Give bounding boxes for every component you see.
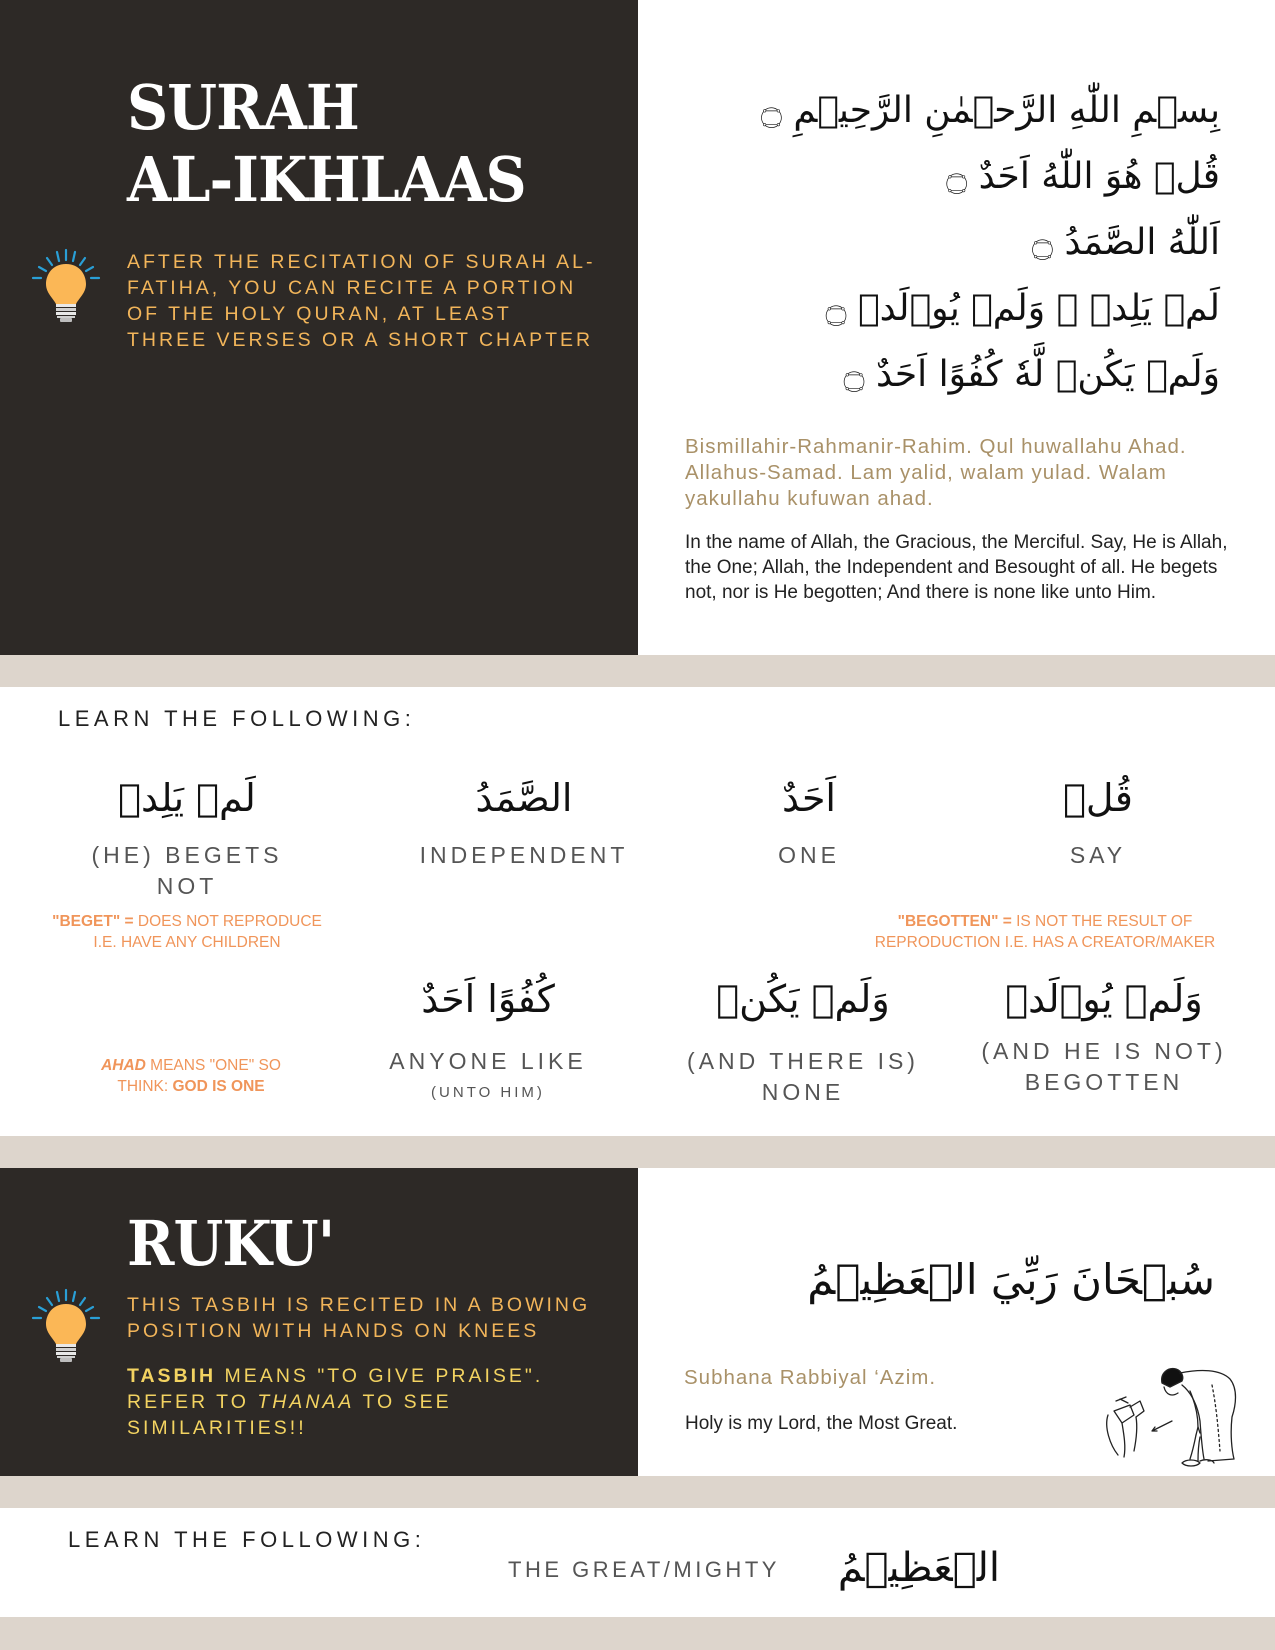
- divider-band: [0, 1617, 1275, 1650]
- vocab-label-line2: BEGOTTEN: [1024, 1069, 1184, 1095]
- ruku-intro-panel: [0, 1168, 638, 1476]
- vocab-label-line2: NONE: [761, 1079, 845, 1105]
- ruku-transliteration: Subhana Rabbiyal ‘Azim.: [684, 1366, 937, 1389]
- surah-translation: In the name of Allah, the Gracious, the Merciful. Say, He is Allah, the One; Allah, the Independent and Besought of all. He begets not, nor is He begotten; And there is none like unto Him.: [685, 532, 1228, 603]
- divider-band: [0, 1136, 1275, 1168]
- note-begotten-text-line2: REPRODUCTION I.E. HAS A CREATOR/MAKER: [874, 934, 1216, 951]
- note-ahad-text2: THINK:: [117, 1078, 173, 1095]
- vocab-label-line1: (AND THERE IS): [687, 1048, 919, 1074]
- surah-arabic-text: [660, 78, 1250, 408]
- ruku-tasbih-note: [127, 1363, 597, 1441]
- arabic-verse-1: بِسۡمِ اللّٰهِ الرَّحۡمٰنِ الرَّحِيۡمِ ۝: [760, 90, 1220, 131]
- note-beget-text-line2: I.E. HAVE ANY CHILDREN: [93, 934, 281, 951]
- note-beget: [17, 911, 357, 953]
- vocab-label-line2: NOT: [156, 873, 218, 899]
- ruku-arabic-text: سُبۡحَانَ رَبِّيَ الۡعَظِيۡمُ: [807, 1255, 1215, 1304]
- vocab-label: ONE: [778, 842, 840, 868]
- arabic-verse-2: قُلۡ هُوَ اللّٰهُ اَحَدٌ ۝: [946, 156, 1220, 197]
- note-begotten-text: IS NOT THE RESULT OF: [1011, 913, 1193, 930]
- note-ahad-text: MEANS "ONE" SO: [145, 1057, 281, 1074]
- vocab-arabic: اَحَدٌ: [782, 776, 836, 820]
- vocab-label: [67, 840, 307, 902]
- learn-heading: LEARN THE FOLLOWING:: [58, 706, 416, 731]
- surah-transliteration: Bismillahir-Rahmanir-Rahim. Qul huwallahu Ahad. Allahus-Samad. Lam yalid, walam yulad. Walam yakullahu kufuwan ahad.: [685, 435, 1187, 510]
- vocab-item-qul: [978, 776, 1218, 871]
- vocab-item-walam-yakun: [663, 977, 943, 1108]
- vocab-item-as-samad: [404, 776, 644, 871]
- surah-title: [127, 72, 526, 216]
- vocab-arabic: وَلَمۡ يُوۡلَدۡ: [1005, 977, 1203, 1021]
- note-ahad-term: AHAD: [101, 1057, 146, 1074]
- note-ahad: [66, 1055, 316, 1097]
- surah-intro-panel: [0, 0, 638, 655]
- ruku-tip-text: THIS TASBIH IS RECITED IN A BOWING POSITION WITH HANDS ON KNEES: [127, 1294, 591, 1342]
- vocab-sublabel: (UNTO HIM): [431, 1084, 545, 1101]
- note-begotten: [840, 911, 1250, 953]
- vocab-item-kufuwan-ahad: [358, 977, 618, 1103]
- vocab-item-lam-yalid: [67, 776, 307, 902]
- divider-band: [0, 655, 1275, 687]
- vocab-label: [663, 1046, 943, 1108]
- vocab-arabic: وَلَمۡ يَكُنۡ: [716, 977, 890, 1021]
- divider-band: [0, 1476, 1275, 1508]
- ruku-translation: Holy is my Lord, the Most Great.: [685, 1413, 958, 1434]
- vocab-label: ANYONE LIKE: [389, 1048, 587, 1074]
- note-beget-text: DOES NOT REPRODUCE: [133, 913, 322, 930]
- arabic-verse-5: وَلَمۡ يَكُنۡ لَّهٗ كُفُوًا اَحَدٌ ۝: [843, 354, 1220, 395]
- surah-tip-text: AFTER THE RECITATION OF SURAH AL-FATIHA, YOU CAN RECITE A PORTION OF THE HOLY QURAN, AT LEAST THREE VERSES OR A SHORT CHAPTER: [127, 251, 596, 351]
- tasbih-note-text-end: TO SEE SIMILARITIES!!: [127, 1391, 452, 1439]
- learn-heading-ruku: LEARN THE FOLLOWING:: [68, 1527, 426, 1552]
- vocab-item-ahad: [689, 776, 929, 871]
- vocab-label-line1: (AND HE IS NOT): [981, 1038, 1227, 1064]
- ruku-title: RUKU': [127, 1207, 335, 1280]
- vocab-arabic: قُلۡ: [1063, 776, 1133, 820]
- vocab-label: INDEPENDENT: [419, 842, 629, 868]
- lightbulb-icon: [31, 1288, 101, 1364]
- thanaa-reference: THANAA: [257, 1391, 355, 1413]
- vocab-arabic: كُفُوًا اَحَدٌ: [421, 977, 555, 1021]
- note-ahad-emphasis: GOD IS ONE: [172, 1078, 265, 1095]
- arabic-verse-4: لَمۡ يَلِدۡ ۙ وَلَمۡ يُوۡلَدۡ ۝: [825, 288, 1220, 329]
- vocab-label-great: THE GREAT/MIGHTY: [508, 1557, 780, 1582]
- vocab-arabic-azim: الۡعَظِيۡمُ: [837, 1545, 1000, 1591]
- vocab-item-walam-yulad: [964, 977, 1244, 1098]
- vocab-arabic: الصَّمَدُ: [475, 776, 573, 820]
- vocab-arabic: لَمۡ يَلِدۡ: [118, 776, 256, 820]
- tasbih-term: TASBIH: [127, 1365, 217, 1387]
- lightbulb-icon: [31, 248, 101, 324]
- arabic-verse-3: اَللّٰهُ الصَّمَدُ ۝: [1031, 222, 1220, 263]
- note-begotten-term: "BEGOTTEN" =: [897, 913, 1012, 930]
- vocab-label: SAY: [1069, 842, 1127, 868]
- vocab-label: [964, 1036, 1244, 1098]
- bowing-figure-illustration: [1100, 1355, 1245, 1470]
- vocab-label-line1: (HE) BEGETS: [91, 842, 283, 868]
- surah-title-line2: AL-IKHLAAS: [127, 143, 526, 216]
- surah-title-line1: SURAH: [127, 71, 359, 144]
- tasbih-note-text: MEANS "TO GIVE PRAISE". REFER TO: [127, 1365, 544, 1413]
- note-beget-term: "BEGET" =: [52, 913, 134, 930]
